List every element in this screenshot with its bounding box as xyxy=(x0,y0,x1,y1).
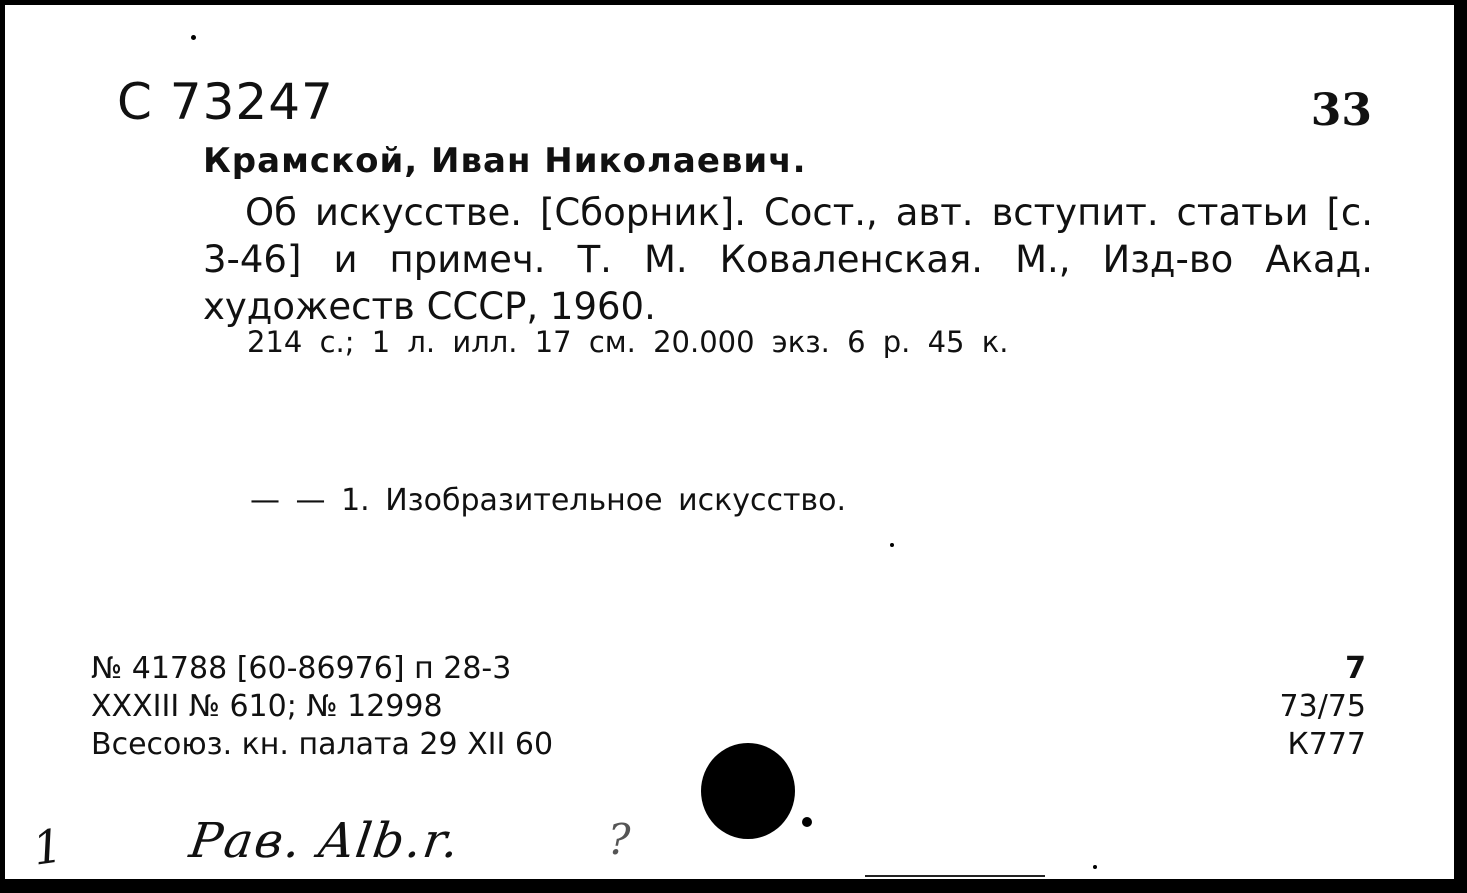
ink-speck xyxy=(191,35,196,40)
registration-block xyxy=(91,650,553,764)
registration-line-3: Всесоюз. кн. палата 29 XII 60 xyxy=(91,727,554,762)
card-number: 33 xyxy=(1310,85,1372,136)
handwritten-number: 1 xyxy=(29,818,66,876)
description-text: Об искусстве. [Сборник]. Сост., авт. вступит. статьи [с. 3-46] и примеч. Т. М. Коваленская. М., Изд-во Акад. художеств СССР, 1960. xyxy=(203,191,1373,328)
classification-line-2: 73/75 xyxy=(1279,689,1366,724)
subject-heading: — — 1. Изобразительное искусство. xyxy=(250,483,847,518)
handwritten-shelf-mark: Рав. Alb.r. xyxy=(186,813,465,869)
catalog-number: С 73247 xyxy=(117,73,334,131)
registration-line-1: № 41788 [60-86976] п 28-3 xyxy=(91,651,512,686)
catalog-card xyxy=(2,2,1457,882)
registration-line-2: XXXIII № 610; № 12998 xyxy=(91,689,443,724)
ink-speck xyxy=(1093,865,1097,869)
punch-hole xyxy=(701,743,795,839)
handwritten-mark: ? xyxy=(608,815,631,864)
classification-line-3: К777 xyxy=(1287,727,1366,762)
classification-line-1: 7 xyxy=(1345,651,1366,686)
edge-mark xyxy=(865,875,1045,877)
ink-dot xyxy=(802,817,812,827)
classification-block xyxy=(1280,650,1366,764)
ink-speck xyxy=(890,543,894,547)
collation-line: 214 с.; 1 л. илл. 17 см. 20.000 экз. 6 р. 45 к. xyxy=(247,325,1009,359)
bibliographic-description xyxy=(203,189,1373,330)
author-heading: Крамской, Иван Николаевич. xyxy=(203,141,807,181)
